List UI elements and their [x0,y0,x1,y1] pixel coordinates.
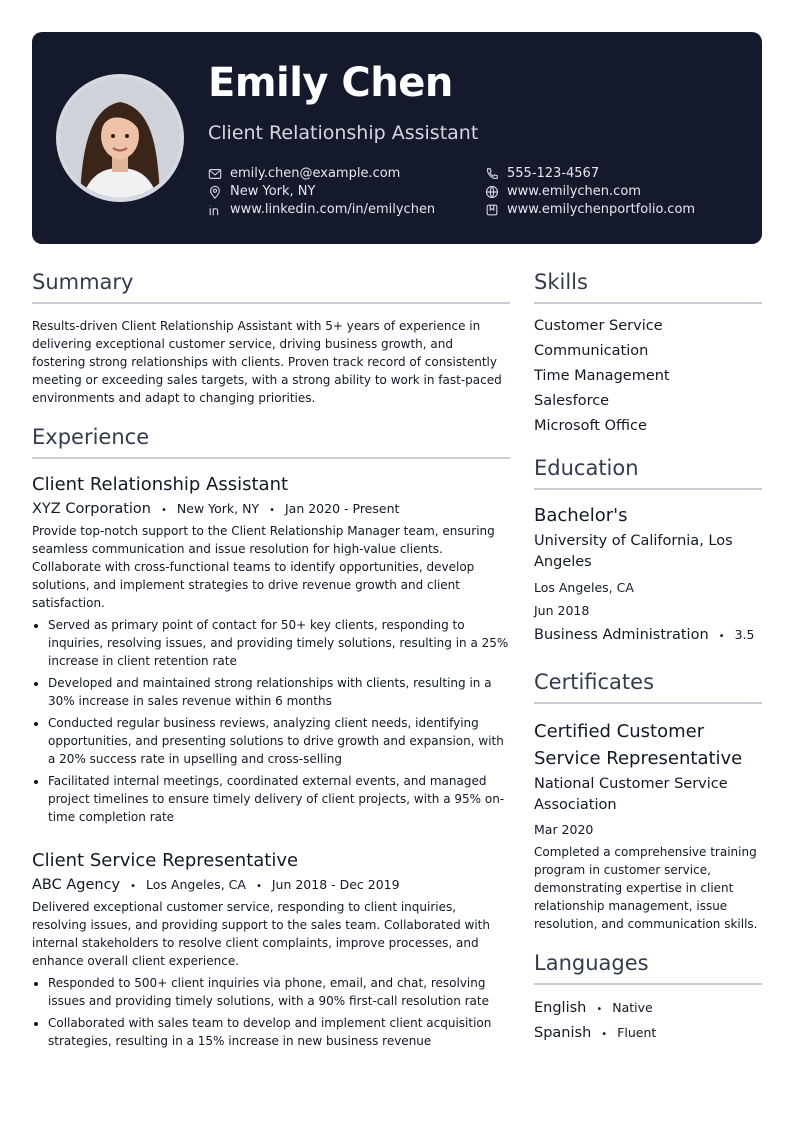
job-title: Client Service Representative [32,850,299,871]
job-achievements [32,974,510,1050]
linkedin-icon [208,203,222,217]
education-date: Jun 2018 [534,603,590,618]
contact-phone[interactable] [485,166,599,181]
separator-dot: • [161,505,167,516]
mail-icon [208,167,222,181]
language-name: English [534,1000,587,1016]
education-heading: Education [534,456,762,490]
phone-icon [485,167,499,181]
certificate-description: Completed a comprehensive training program in customer service, demonstrating expertise in client relationship management, issue resolution, and communication skills. [534,845,758,931]
location-text: New York, NY [230,184,316,199]
globe-icon [485,185,499,199]
candidate-name: Emily Chen [208,60,453,106]
skill-item: Communication [534,343,649,359]
summary-text: Results-driven Client Relationship Assistant with 5+ years of experience in delivering exceptional customer service, driving business growth, and fostering strong relationships with clients. Proven track record of consistently meeting or exceeding sales targets, with a strong ability to work in fast-paced environments and adapt to changing priorities. [32,319,502,405]
job-dates: Jun 2018 - Dec 2019 [271,877,400,892]
job-description: Delivered exceptional customer service, responding to client inquiries, resolving issues, and providing support to the sales team. Collaborated with internal stakeholders to resolve client complaints, improve processes, and enhance overall client experience. [32,900,490,968]
skill-item: Time Management [534,368,670,384]
achievement-item: Conducted regular business reviews, analyzing client needs, identifying opportunities, and presenting solutions to drive growth and expansion, with a 20% success rate in upselling and cross-selling [32,714,510,768]
job-dates: Jan 2020 - Present [284,501,400,516]
email-text: emily.chen@example.com [230,166,401,181]
website-text: www.emilychen.com [507,184,641,199]
job-entry [32,850,510,1054]
bookmark-icon [485,203,499,217]
language-name: Spanish [534,1025,592,1041]
separator-dot: • [596,1004,603,1015]
profile-photo [56,74,184,202]
linkedin-text: www.linkedin.com/in/emilychen [230,202,436,217]
candidate-title: Client Relationship Assistant [208,122,479,144]
education-field-row [534,625,762,646]
certificates-heading: Certificates [534,670,762,704]
job-description: Provide top-notch support to the Client Relationship Manager team, ensuring seamless communication and issue resolution for high-value clients. Collaborate with cross-functional teams to identify opportunities, develop solutions, and implement strategies to drive revenue growth and client satisfaction. [32,524,495,610]
job-company: ABC Agency [32,877,121,893]
phone-text: 555-123-4567 [507,166,600,181]
skill-item: Microsoft Office [534,418,647,434]
portfolio-text: www.emilychenportfolio.com [507,202,696,217]
job-meta [32,877,510,893]
separator-dot: • [718,631,725,642]
skills-list [534,314,762,439]
contact-portfolio[interactable] [485,202,695,217]
profile-photo-illustration [60,78,180,198]
skill-item: Salesforce [534,393,610,409]
separator-dot: • [255,881,262,892]
education-degree: Bachelor's [534,505,628,526]
job-title: Client Relationship Assistant [32,474,289,495]
education-entry [534,505,762,646]
contact-linkedin[interactable] [208,202,435,217]
certificate-name: Certified Customer Service Representative [534,721,743,769]
separator-dot: • [130,881,137,892]
certificate-date: Mar 2020 [534,822,594,837]
languages-heading: Languages [534,951,762,985]
summary-heading: Summary [32,270,510,304]
job-entry [32,474,510,830]
language-item [534,1022,762,1047]
skills-heading: Skills [534,270,762,304]
job-location: Los Angeles, CA [146,877,246,892]
contact-location [208,184,315,199]
language-item [534,997,762,1022]
achievement-item: Responded to 500+ client inquiries via phone, email, and chat, resolving issues and providing timely solutions, with a 90% first-call resolution rate [32,974,510,1010]
skill-item: Customer Service [534,318,663,334]
achievement-item: Developed and maintained strong relationships with clients, resulting in a 30% increase in sales revenue within 6 months [32,674,510,710]
job-achievements [32,616,510,826]
job-location: New York, NY [176,501,260,516]
languages-list [534,997,762,1047]
certificate-entry [534,718,762,933]
resume-header [32,32,762,244]
education-school: University of California, Los Angeles [534,533,733,570]
certificate-issuer: National Customer Service Association [534,776,728,813]
job-meta [32,501,510,517]
achievement-item: Collaborated with sales team to develop and implement client acquisition strategies, resulting in a 15% increase in new business revenue [32,1014,510,1050]
map-pin-icon [208,185,222,199]
language-level: Native [612,1000,653,1015]
language-level: Fluent [617,1025,657,1040]
job-company: XYZ Corporation [32,501,151,517]
education-field: Business Administration [534,627,709,643]
experience-heading: Experience [32,425,510,459]
education-gpa: 3.5 [734,627,755,642]
contact-email[interactable] [208,166,400,181]
separator-dot: • [269,505,275,516]
education-location: Los Angeles, CA [534,580,634,595]
contact-website[interactable] [485,184,641,199]
separator-dot: • [601,1029,608,1040]
achievement-item: Facilitated internal meetings, coordinated external events, and managed project timelines to ensure timely delivery of client projects, with a 95% on-time completion rate [32,772,510,826]
achievement-item: Served as primary point of contact for 50+ key clients, responding to inquiries, resolving issues, and providing timely solutions, resulting in a 25% increase in client retention rate [32,616,510,670]
